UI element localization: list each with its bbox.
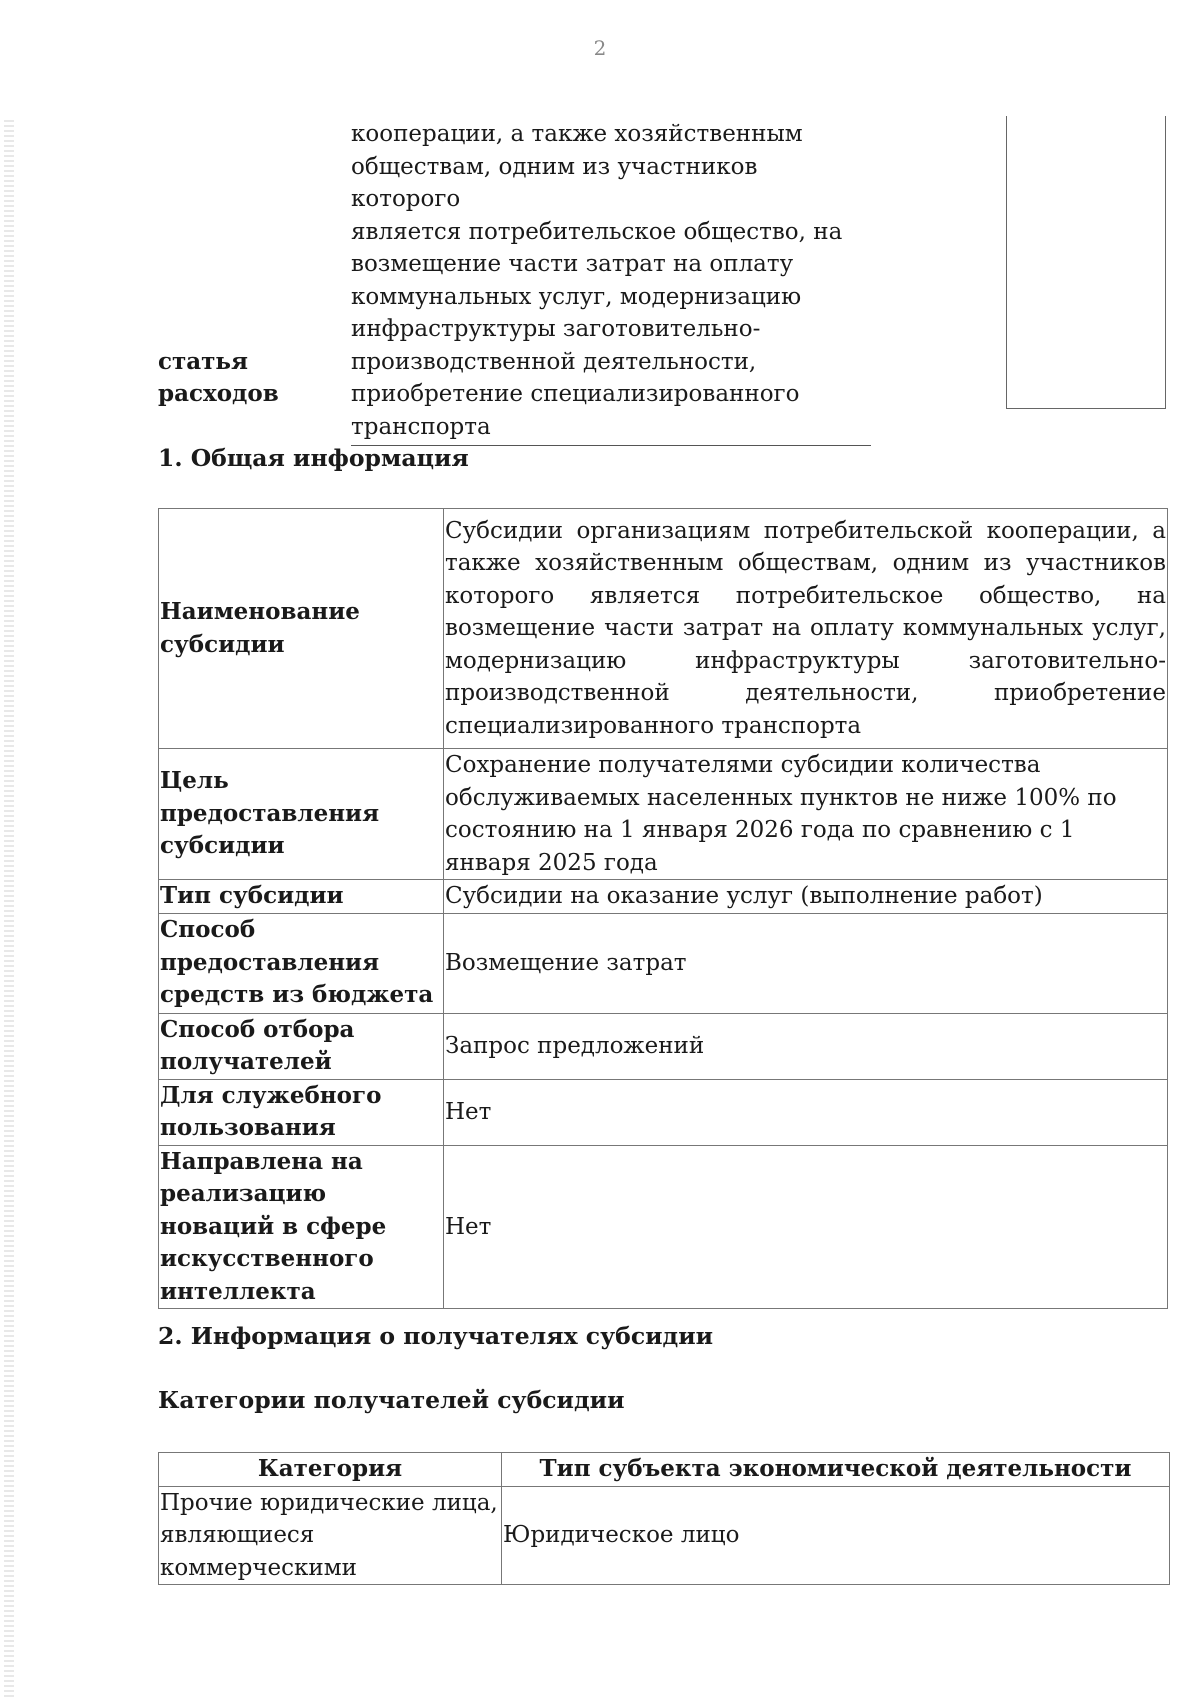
row-value-selection-method: Запрос предложений	[444, 1013, 1168, 1079]
table-row	[159, 1013, 1168, 1079]
expense-item-label: статья расходов	[158, 348, 279, 407]
row-value-subsidy-type: Субсидии на оказание услуг (выполнение работ)	[444, 880, 1168, 914]
column-header-entity-type: Тип субъекта экономической деятельности	[502, 1453, 1170, 1487]
row-label-official-use: Для служебного пользования	[159, 1079, 444, 1145]
cell-category: Прочие юридические лица, являющиеся коммерческими	[159, 1486, 502, 1585]
column-header-category: Категория	[159, 1453, 502, 1487]
row-label-subsidy-type: Тип субсидии	[159, 880, 444, 914]
row-value-ai-innovation: Нет	[444, 1145, 1168, 1309]
scan-edge-artifact	[4, 120, 14, 1700]
recipient-categories-table	[158, 1452, 1170, 1585]
row-value-purpose: Сохранение получателями субсидии количества обслуживаемых населенных пунктов не ниже 100% по состоянию на 1 января 2026 года по сравнению с 1 января 2025 года	[444, 749, 1168, 880]
row-label-ai-innovation: Направлена на реализацию новаций в сфере искусственного интеллекта	[159, 1145, 444, 1309]
row-label-selection-method: Способ отбора получателей	[159, 1013, 444, 1079]
expense-item-header	[158, 118, 1168, 440]
table-row	[159, 1079, 1168, 1145]
table-row	[159, 913, 1168, 1013]
row-label-provision-method: Способ предоставления средств из бюджета	[159, 913, 444, 1013]
table-row	[159, 749, 1168, 880]
row-label-purpose: Цель предоставления субсидии	[159, 749, 444, 880]
cell-entity-type: Юридическое лицо	[502, 1486, 1170, 1585]
row-label-subsidy-name: Наименование субсидии	[159, 509, 444, 749]
page-number: 2	[593, 36, 607, 60]
table-row	[159, 509, 1168, 749]
expense-item-text: кооперации, а также хозяйственным обществам, одним из участников которого является потребительское общество, на возмещение части затрат на оплату коммунальных услуг, модернизацию инфраструктуры заготовительно- производственной деятельности, приобретение специализированного транспорта	[351, 118, 871, 446]
table-row	[159, 880, 1168, 914]
recipient-categories-subtitle: Категории получателей субсидии	[158, 1386, 625, 1414]
row-value-official-use: Нет	[444, 1079, 1168, 1145]
table-header-row	[159, 1453, 1170, 1487]
expense-code-box	[1006, 116, 1166, 409]
subsidy-name-text: Субсидии организациям потребительской кооперации, а также хозяйственным обществам, одним из участников которого является потребительское общество, на возмещение части затрат на оплату коммунальных услуг, модернизацию инфраструктуры заготовительно-производственной деятельности, приобретение	[445, 517, 1166, 707]
row-value-subsidy-name	[444, 509, 1168, 749]
section-general-info-title: 1. Общая информация	[158, 444, 469, 472]
subsidy-name-text-end: специализированного транспорта	[445, 712, 862, 739]
section-recipients-title: 2. Информация о получателях субсидии	[158, 1322, 714, 1350]
table-row	[159, 1486, 1170, 1585]
table-row	[159, 1145, 1168, 1309]
general-info-table	[158, 508, 1168, 1309]
row-value-provision-method: Возмещение затрат	[444, 913, 1168, 1013]
